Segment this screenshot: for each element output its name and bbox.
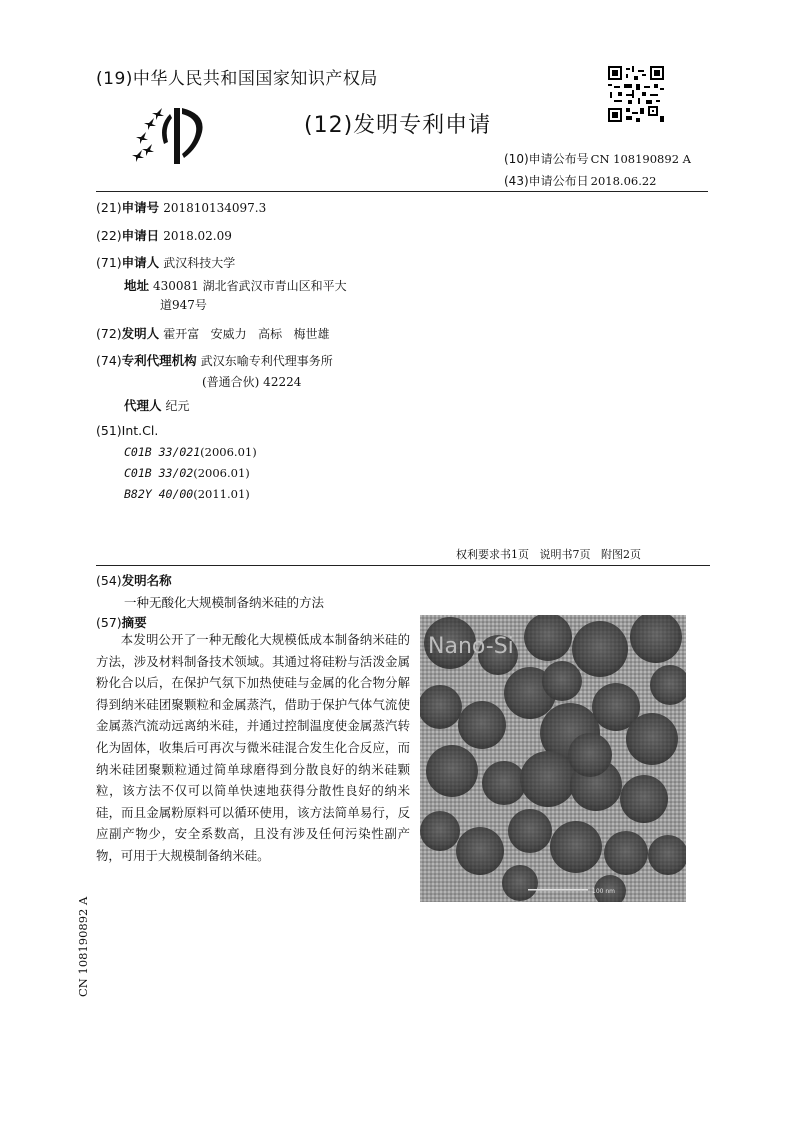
invention-title-label: 发明名称: [121, 573, 172, 588]
int-cl-row: [96, 423, 158, 438]
abstract-label: 摘要: [121, 615, 147, 630]
field-code: (74): [96, 353, 122, 368]
patent-agency-continuation: [202, 373, 301, 390]
application-date-label: 申请日: [121, 228, 160, 243]
ipc-date: (2006.01): [193, 466, 250, 480]
document-type: (12)发明专利申请: [304, 113, 492, 138]
scale-bar: [528, 889, 588, 891]
address-line2: 道947号: [160, 298, 207, 312]
application-number: 201810134097.3: [163, 201, 267, 215]
field-code: (57): [96, 615, 122, 630]
address-continuation: [160, 296, 207, 313]
applicant-label: 申请人: [121, 255, 160, 270]
figure-label: Nano-Si: [428, 634, 514, 659]
agency-name: (19)中华人民共和国国家知识产权局: [96, 69, 378, 89]
invention-title: 一种无酸化大规模制备纳米硅的方法: [124, 595, 325, 610]
ipc-class-row: [124, 466, 250, 480]
agent-row: [124, 396, 190, 414]
ipc-class: C01B 33/02: [124, 466, 194, 480]
invention-title-row: [96, 571, 172, 589]
patent-agency-label: 专利代理机构: [121, 353, 197, 368]
side-publication-label: CN 108190892 A: [76, 896, 90, 997]
application-date-row: [96, 226, 232, 244]
field-code: (54): [96, 573, 122, 588]
ipc-date: (2011.01): [193, 487, 250, 501]
patent-agency-line1: 武汉东喻专利代理事务所: [200, 354, 333, 368]
ipc-class-row: [124, 445, 257, 459]
field-code: (72): [96, 326, 122, 341]
patent-agency-row: [96, 351, 333, 369]
inventors-row: [96, 324, 330, 342]
application-number-row: [96, 198, 266, 216]
publication-number-row: [504, 150, 691, 167]
field-code: (51): [96, 423, 122, 438]
inventors: 霍开富 安威力 高标 梅世雄: [163, 327, 330, 341]
cnipa-logo: [128, 104, 212, 168]
qr-code: [608, 66, 664, 122]
field-code: (22): [96, 228, 122, 243]
address-label: 地址: [124, 278, 150, 293]
header-divider: [96, 191, 708, 192]
publication-date: 2018.06.22: [590, 174, 657, 188]
agent-label: 代理人: [124, 398, 162, 413]
patent-agency-line2: (普通合伙) 42224: [202, 375, 302, 389]
scale-label: 100 nm: [592, 888, 616, 895]
ipc-class: C01B 33/021: [124, 445, 201, 459]
address-line1: 430081 湖北省武汉市青山区和平大: [153, 279, 347, 293]
inventors-label: 发明人: [121, 326, 160, 341]
section-divider: [96, 565, 710, 566]
publication-date-row: [504, 172, 657, 189]
applicant: 武汉科技大学: [163, 256, 236, 270]
application-date: 2018.02.09: [163, 229, 232, 243]
ipc-class: B82Y 40/00: [124, 487, 194, 501]
address-row: [124, 276, 347, 294]
publication-date-label: (43)申请公布日: [504, 174, 589, 188]
ipc-class-row: [124, 487, 250, 501]
publication-number-label: (10)申请公布号: [504, 152, 589, 166]
tem-micrograph: [420, 615, 686, 902]
int-cl-label: Int.Cl.: [121, 423, 159, 438]
field-code: (21): [96, 200, 122, 215]
ipc-date: (2006.01): [200, 445, 257, 459]
applicant-row: [96, 253, 235, 271]
field-code: (71): [96, 255, 122, 270]
application-number-label: 申请号: [121, 200, 160, 215]
page-count-summary: 权利要求书1页 说明书7页 附图2页: [456, 548, 641, 561]
abstract-text: 本发明公开了一种无酸化大规模低成本制备纳米硅的方法，涉及材料制备技术领域。其通过将硅粉与活泼金属粉化合以后，在保护气氛下加热使硅与金属的化合物分解得到纳米硅团聚颗粒和金属蒸汽，借助于保护气体气流使金属蒸汽流动远离纳米硅，并通过控制温度使金属蒸汽转化为固体，收集后可再次与微米硅混合发生化合反应，而纳米硅团聚颗粒通过简单球磨得到分散良好的纳米硅颗粒，该方法不仅可以简单快速地获得分散性良好的纳米硅，而且金属粉原料可以循环使用，该方法简单易行，反应副产物少，安全系数高，且没有涉及任何污染性副产物，可用于大规模制备纳米硅。: [96, 632, 410, 863]
publication-number: CN 108190892 A: [590, 152, 691, 166]
agent: 纪元: [165, 399, 190, 413]
